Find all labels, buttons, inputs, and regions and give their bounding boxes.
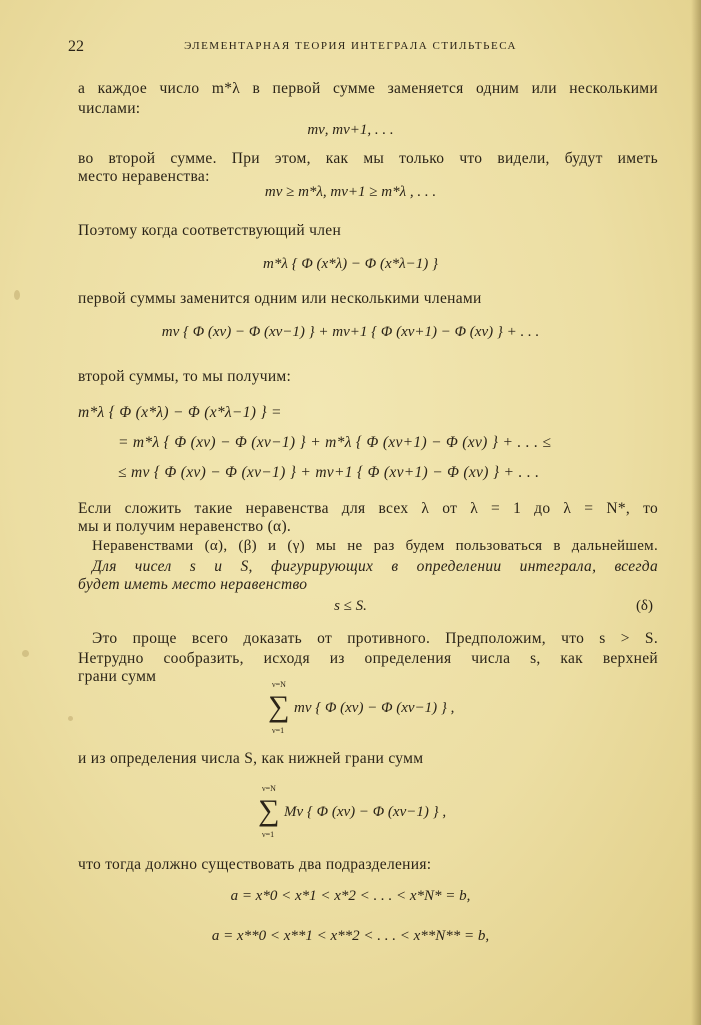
text-line: Нетрудно сообразить, исходя из определения числа s, как верхней	[78, 650, 658, 667]
sum-formula	[268, 680, 468, 742]
text-line: первой суммы заменится одним или несколькими членами	[78, 290, 482, 307]
text-line: а каждое число m*λ в первой сумме заменяется одним или несколькими	[78, 80, 658, 97]
formula: = m*λ { Φ (xν) − Φ (xν−1) } + m*λ { Φ (xν+1) − Φ (xν) } + . . . ≤	[118, 434, 552, 451]
text-line: Для чисел s и S, фигурирующих в определении интеграла, всегда	[92, 558, 658, 575]
sum-term: Mν { Φ (xν) − Φ (xν−1) } ,	[284, 804, 447, 820]
sum-lower-limit: ν=1	[262, 830, 275, 839]
page-number: 22	[68, 38, 84, 55]
text-line: что тогда должно существовать два подразделения:	[78, 856, 432, 873]
text-line: второй суммы, то мы получим:	[78, 368, 292, 385]
text-line: мы и получим неравенство (α).	[78, 518, 292, 535]
text-line: грани сумм	[78, 668, 157, 685]
paper-stain	[22, 650, 29, 657]
text-line: Если сложить такие неравенства для всех λ от λ = 1 до λ = N*, то	[78, 500, 658, 517]
sum-symbol: ∑	[268, 690, 290, 723]
sum-symbol: ∑	[258, 794, 280, 827]
text-line: место неравенства:	[78, 168, 210, 185]
text-line: Неравенствами (α), (β) и (γ) мы не раз будем пользоваться в дальнейшем.	[92, 538, 658, 554]
text-line: Это проще всего доказать от противного. Предположим, что s > S.	[92, 630, 658, 647]
text-line: будет иметь место неравенство	[78, 576, 308, 593]
sum-upper-limit: ν=N	[272, 680, 286, 689]
text-line: и из определения числа S, как нижней грани сумм	[78, 750, 424, 767]
formula: s ≤ S.	[334, 598, 367, 614]
sum-term: mν { Φ (xν) − Φ (xν−1) } ,	[294, 700, 455, 716]
sum-upper-limit: ν=N	[262, 784, 276, 793]
text-line: во второй сумме. При этом, как мы только что видели, будут иметь	[78, 150, 658, 167]
paper-stain	[68, 716, 73, 721]
formula: a = x**0 < x**1 < x**2 < . . . < x**N** = b,	[211, 928, 490, 944]
text-line: числами:	[78, 100, 141, 117]
formula: m*λ { Φ (x*λ) − Φ (x*λ−1) }	[263, 256, 438, 272]
formula: ≤ mν { Φ (xν) − Φ (xν−1) } + mν+1 { Φ (xν+1) − Φ (xν) } + . . .	[118, 464, 540, 481]
sum-formula	[258, 784, 478, 846]
sum-lower-limit: ν=1	[272, 726, 285, 735]
formula: mν, mν+1, . . .	[307, 122, 394, 138]
running-head: ЭЛЕМЕНТАРНАЯ ТЕОРИЯ ИНТЕГРАЛА СТИЛЬТЬЕСА	[184, 40, 517, 52]
text-line: Поэтому когда соответствующий член	[78, 222, 342, 239]
formula: m*λ { Φ (x*λ) − Φ (x*λ−1) } =	[78, 404, 282, 421]
formula: mν { Φ (xν) − Φ (xν−1) } + mν+1 { Φ (xν+1) − Φ (xν) } + . . .	[161, 324, 540, 340]
paper-stain	[14, 290, 20, 300]
formula: a = x*0 < x*1 < x*2 < . . . < x*N* = b,	[230, 888, 471, 904]
formula: mν ≥ m*λ, mν+1 ≥ m*λ , . . .	[264, 184, 437, 200]
equation-tag: (δ)	[635, 598, 653, 614]
